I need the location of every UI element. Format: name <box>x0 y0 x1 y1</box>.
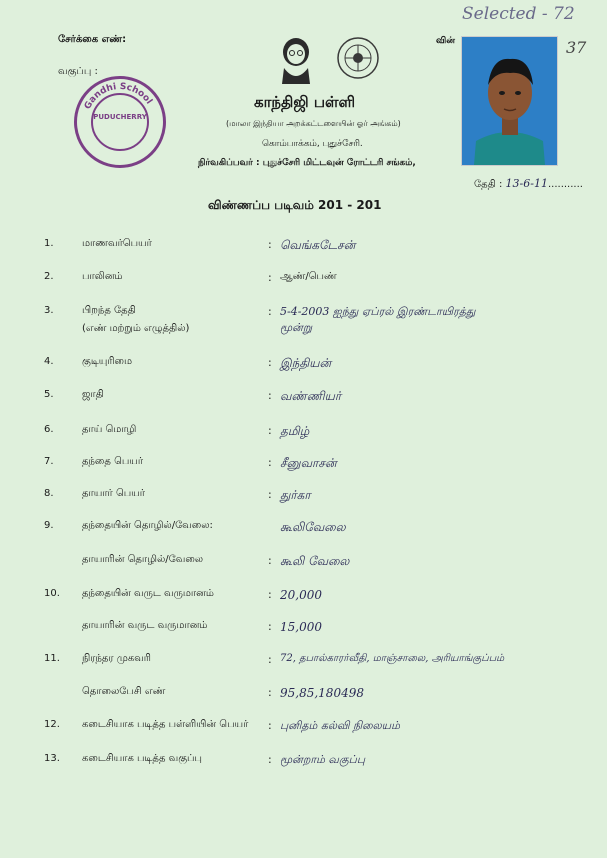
field-label: கடைசியாக படித்த வகுப்பு <box>82 753 202 764</box>
admission-number-label: சேர்க்கை எண்: <box>58 34 127 45</box>
field-label: கடைசியாக படித்த பள்ளியின் பெயர் <box>82 719 249 730</box>
field-mother-name: 8. தாயார் பெயர் : துர்கா <box>44 488 311 502</box>
selected-note: Selected - 72 <box>462 4 575 24</box>
field-value: 72, தபால்காரர்வீதி, மாஞ்சாலை, அரியாங்குப்பம் <box>280 653 505 664</box>
field-label: தந்தையின் தொழில்/வேலை: <box>82 520 213 531</box>
field-label: தாயாரின் தொழில்/வேலை <box>82 554 204 565</box>
field-value-continued: மூன்று <box>280 321 313 334</box>
field-label-sub: (எண் மற்றும் எழுத்தில்) <box>82 323 190 334</box>
field-label: நிரந்தர முகவரி <box>82 653 151 664</box>
field-value: ஆண்/பெண் <box>280 271 337 282</box>
form-title: விண்ணப்ப படிவம் 201 - 201 <box>208 198 382 212</box>
field-permanent-address: 11. நிரந்தர முகவரி : 72, தபால்காரர்வீதி, மாஞ்சாலை, அரியாங்குப்பம் <box>44 653 505 666</box>
field-number: 5. <box>44 389 54 400</box>
field-mother-income: தாயாரின் வருட வருமானம் : 15,000 <box>82 620 322 634</box>
field-value: 95,85,180498 <box>280 686 364 700</box>
field-mother-occupation: தாயாரின் தொழில்/வேலை : கூலி வேலை <box>82 554 350 568</box>
field-student-name: 1. மாணவர்பெயர் : வெங்கடேசன் <box>44 238 356 252</box>
school-address: கொம்பாக்கம், புதுச்சேரி. <box>262 139 363 149</box>
field-last-class: 13. கடைசியாக படித்த வகுப்பு : மூன்றாம் வகுப்பு <box>44 753 366 766</box>
field-date-of-birth: 3. பிறந்த தேதி (எண் மற்றும் எழுத்தில்) : 5-4-2003 ஐந்து ஏப்ரல் இரண்டாயிரத்து மூன்று <box>44 305 476 334</box>
school-seal <box>74 76 166 168</box>
field-number: 3. <box>44 305 54 316</box>
gandhi-logo-icon <box>276 36 316 84</box>
field-label: மாணவர்பெயர் <box>82 238 152 249</box>
date-row: தேதி : 13-6-11........... <box>474 177 583 190</box>
seal-ring-label: Gandhi School <box>82 81 154 112</box>
field-label: பாலினம் <box>82 271 123 282</box>
school-name: காந்திஜி பள்ளி <box>254 93 356 111</box>
field-phone-number: தொலைபேசி எண் : 95,85,180498 <box>82 686 364 700</box>
field-value: இந்தியன் <box>280 356 332 370</box>
field-value: கூலி வேலை <box>280 554 350 568</box>
photo-number: 37 <box>566 38 587 57</box>
field-label: பிறந்த தேதி <box>82 305 136 316</box>
date-value: 13-6-11 <box>505 177 548 190</box>
field-label: தாயாரின் வருட வருமானம் <box>82 620 208 631</box>
field-value: வண்ணியர் <box>280 389 342 403</box>
field-value: 5-4-2003 ஐந்து ஏப்ரல் இரண்டாயிரத்து <box>280 305 476 318</box>
field-father-occupation <box>0 520 607 540</box>
field-value: தமிழ் <box>280 424 310 438</box>
field-number: 11. <box>44 653 60 664</box>
photo-label: வின் <box>436 36 455 46</box>
field-number: 4. <box>44 356 54 367</box>
field-number: 7. <box>44 456 54 467</box>
field-label: தாயார் பெயர் <box>82 488 145 499</box>
field-value: மூன்றாம் வகுப்பு <box>280 753 366 766</box>
field-label: குடியுரிமை <box>82 356 133 367</box>
field-value: துர்கா <box>280 488 311 502</box>
field-last-school: 12. கடைசியாக படித்த பள்ளியின் பெயர் : புனிதம் கல்வி நிலையம் <box>44 719 400 732</box>
field-number: 9. <box>44 520 54 531</box>
field-caste: 5. ஜாதி : வண்ணியர் <box>44 389 342 403</box>
field-label: தந்தையின் வருட வருமானம் <box>82 588 214 599</box>
field-father-income: 10. தந்தையின் வருட வருமானம் : 20,000 <box>44 588 322 602</box>
date-label: தேதி : <box>474 179 503 190</box>
field-label: ஜாதி <box>82 389 104 400</box>
field-number: 6. <box>44 424 54 435</box>
field-label: தந்தை பெயர் <box>82 456 144 467</box>
seal-center-text: PUDUCHERRY <box>93 113 147 121</box>
field-label: தொலைபேசி எண் <box>82 686 166 697</box>
class-label: வகுப்பு : <box>58 66 98 77</box>
field-value: சீனுவாசன் <box>280 456 337 470</box>
field-value: புனிதம் கல்வி நிலையம் <box>280 719 400 732</box>
field-value: வெங்கடேசன் <box>280 238 356 252</box>
field-label: தாய் மொழி <box>82 424 137 435</box>
field-value: கூலிவேலை <box>280 520 346 534</box>
student-photo <box>461 36 558 166</box>
field-number: 13. <box>44 753 60 764</box>
field-value: 20,000 <box>280 588 322 602</box>
field-number: 2. <box>44 271 54 282</box>
school-affiliation: (மாலா இந்தியா அறக்கட்டளையின் ஓர் அங்கம்) <box>226 119 401 128</box>
field-father-name: 7. தந்தை பெயர் : சீனுவாசன் <box>44 456 337 470</box>
rotary-emblem-icon <box>336 36 380 80</box>
field-citizenship: 4. குடியுரிமை : இந்தியன் <box>44 356 332 370</box>
school-management: நிர்வகிப்பவர் : புதுச்சேரி மிட்டவுன் ரோட்டரி சங்கம், <box>198 158 416 168</box>
student-portrait-icon <box>462 37 557 165</box>
field-number: 1. <box>44 238 54 249</box>
field-gender: 2. பாலினம் : ஆண்/பெண் <box>44 271 337 284</box>
field-number: 8. <box>44 488 54 499</box>
field-number: 10. <box>44 588 60 599</box>
field-value: 15,000 <box>280 620 322 634</box>
field-number: 12. <box>44 719 60 730</box>
field-mother-tongue: 6. தாய் மொழி : தமிழ் <box>44 424 310 438</box>
seal-inner-circle <box>91 93 149 151</box>
